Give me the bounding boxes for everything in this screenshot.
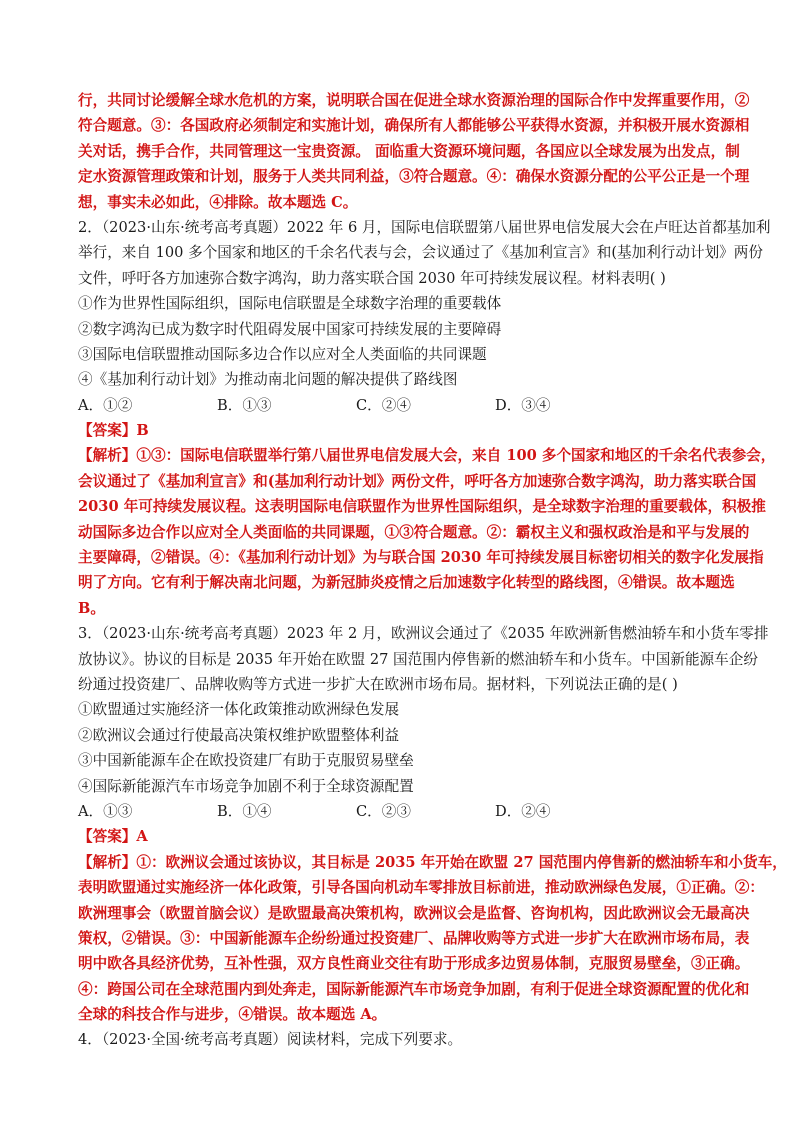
analysis-text: ①③：国际电信联盟举行第八届世界电信发展大会，来自 100 多个国家和地区的千余名代表参会， bbox=[136, 447, 776, 465]
statement-item: ③国际电信联盟推动国际多边合作以应对全人类面临的共同课题 bbox=[78, 345, 487, 363]
analysis-line: 定水资源管理政策和计划，服务于人类共同利益，③符合题意。④：确保水资源分配的公平公正是一个理 bbox=[78, 168, 750, 186]
answer-value: B bbox=[136, 422, 149, 440]
statement-item: ④《基加利行动计划》为推动南北问题的解决提供了路线图 bbox=[78, 371, 458, 389]
question-stem-line: 文件，呼吁各方加速弥合数字鸿沟，助力落实联合国 2030 年可持续发展议程。材料表明( ) bbox=[78, 269, 666, 287]
statement-item: ③中国新能源车企在欧投资建厂有助于克服贸易壁垒 bbox=[78, 752, 414, 770]
analysis-text: ①：欧洲议会通过该协议，其目标是 2035 年开始在欧盟 27 国范围内停售新的燃油轿车和小货车， bbox=[136, 853, 787, 871]
question-2 bbox=[78, 215, 776, 621]
question-stem-line: 2．（2023·山东·统考高考真题）2022 年 6 月，国际电信联盟第八届世界电信发展大会在卢旺达首都基加利 bbox=[78, 218, 771, 236]
document-page bbox=[78, 88, 787, 1053]
analysis-line: 策权，②错误。③：中国新能源车企纷纷通过投资建厂、品牌收购等方式进一步扩大在欧洲市场布局，表 bbox=[78, 929, 750, 947]
analysis-label: 【解析】 bbox=[78, 853, 137, 871]
analysis-line: 关对话，携手合作，共同管理这一宝贵资源。 面临重大资源环境问题，各国应以全球发展为出发点，制 bbox=[78, 142, 740, 160]
option-a: A．①② bbox=[78, 396, 133, 414]
answer-value: A bbox=[136, 828, 148, 846]
option-b: B．①④ bbox=[217, 802, 272, 820]
analysis-line: 全球的科技合作与进步，④错误。故本题选 A。 bbox=[78, 1006, 387, 1024]
answer-line bbox=[78, 824, 726, 849]
statement-item: ①作为世界性国际组织，国际电信联盟是全球数字治理的重要载体 bbox=[78, 295, 502, 313]
option-a: A．①③ bbox=[78, 802, 133, 820]
analysis-line bbox=[78, 443, 776, 468]
analysis-line: ④：跨国公司在全球范围内到处奔走，国际新能源汽车市场竞争加剧，有利于促进全球资源配置的优化和 bbox=[78, 980, 750, 998]
analysis-line: 想，事实未必如此，④排除。故本题选 C。 bbox=[78, 193, 358, 211]
analysis-line: 符合题意。③：各国政府必须制定和实施计划，确保所有人都能够公平获得水资源，并积极开展水资源相 bbox=[78, 117, 750, 135]
statement-item: ④国际新能源汽车市场竞争加剧不利于全球资源配置 bbox=[78, 777, 414, 795]
analysis-line: 欧洲理事会（欧盟首脑会议）是欧盟最高决策机构，欧洲议会是监督、咨询机构，因此欧洲议会无最高决 bbox=[78, 904, 750, 922]
answer-label: 【答案】 bbox=[78, 828, 137, 846]
analysis-line: 主要障碍，②错误。④：《基加利行动计划》为与联合国 2030 年可持续发展目标密切相关的数字化发展指 bbox=[78, 549, 764, 567]
statement-item: ②欧洲议会通过行使最高决策权维护欧盟整体利益 bbox=[78, 726, 400, 744]
option-b: B．①③ bbox=[217, 396, 272, 414]
analysis-label: 【解析】 bbox=[78, 447, 137, 465]
question-stem-line: 纷通过投资建厂、品牌收购等方式进一步扩大在欧洲市场布局。据材料，下列说法正确的是( ) bbox=[78, 675, 678, 693]
answer-options bbox=[78, 393, 726, 418]
analysis-line: 会议通过了《基加利宣言》和(基加利行动计划》两份文件，呼吁各方加速弥合数字鸿沟，助力落实联合国 bbox=[78, 472, 757, 490]
question-stem-line: 放协议》。协议的目标是 2035 年开始在欧盟 27 国范围内停售新的燃油轿车和小货车。中国新能源车企纷 bbox=[78, 650, 758, 668]
previous-analysis-continued bbox=[78, 88, 750, 215]
option-d: D．②④ bbox=[495, 802, 551, 820]
option-d: D．③④ bbox=[495, 396, 551, 414]
analysis-line: 明中欧各具经济优势，互补性强，双方良性商业交往有助于形成多边贸易体制，克服贸易壁垒，③正确。 bbox=[78, 955, 750, 973]
analysis-line bbox=[78, 850, 787, 875]
answer-line bbox=[78, 418, 726, 443]
option-c: C．②③ bbox=[356, 802, 411, 820]
analysis-line: 明了方向。它有利于解决南北问题，为新冠肺炎疫情之后加速数字化转型的路线图，④错误。故本题选 bbox=[78, 574, 735, 592]
analysis-line: B。 bbox=[78, 599, 105, 617]
analysis-line: 动国际多边合作以应对全人类面临的共同课题，①③符合题意。②：霸权主义和强权政治是和平与发展的 bbox=[78, 523, 750, 541]
option-c: C．②④ bbox=[356, 396, 411, 414]
analysis-line: 表明欧盟通过实施经济一体化政策，引导各国向机动车零排放目标前进，推动欧洲绿色发展，①正确。②： bbox=[78, 879, 764, 897]
statement-item: ②数字鸿沟已成为数字时代阻碍发展中国家可持续发展的主要障碍 bbox=[78, 320, 502, 338]
question-4-stem: 4．（2023·全国·统考高考真题）阅读材料，完成下列要求。 bbox=[78, 1031, 463, 1049]
answer-options bbox=[78, 799, 726, 824]
analysis-line: 行，共同讨论缓解全球水危机的方案，说明联合国在促进全球水资源治理的国际合作中发挥重要作用，② bbox=[78, 92, 750, 109]
answer-label: 【答案】 bbox=[78, 422, 137, 440]
analysis-line: 2030 年可持续发展议程。这表明国际电信联盟作为世界性国际组织，是全球数字治理的重要载体，积极推 bbox=[78, 498, 766, 516]
statement-item: ①欧盟通过实施经济一体化政策推动欧洲绿色发展 bbox=[78, 701, 400, 719]
question-stem-line: 3．（2023·山东·统考高考真题）2023 年 2 月，欧洲议会通过了《2035 年欧洲新售燃油轿车和小货车零排 bbox=[78, 625, 769, 643]
question-stem-line: 举行，来自 100 多个国家和地区的千余名代表与会，会议通过了《基加利宣言》和(基加利行动计划》两份 bbox=[78, 244, 763, 262]
question-3 bbox=[78, 621, 787, 1027]
